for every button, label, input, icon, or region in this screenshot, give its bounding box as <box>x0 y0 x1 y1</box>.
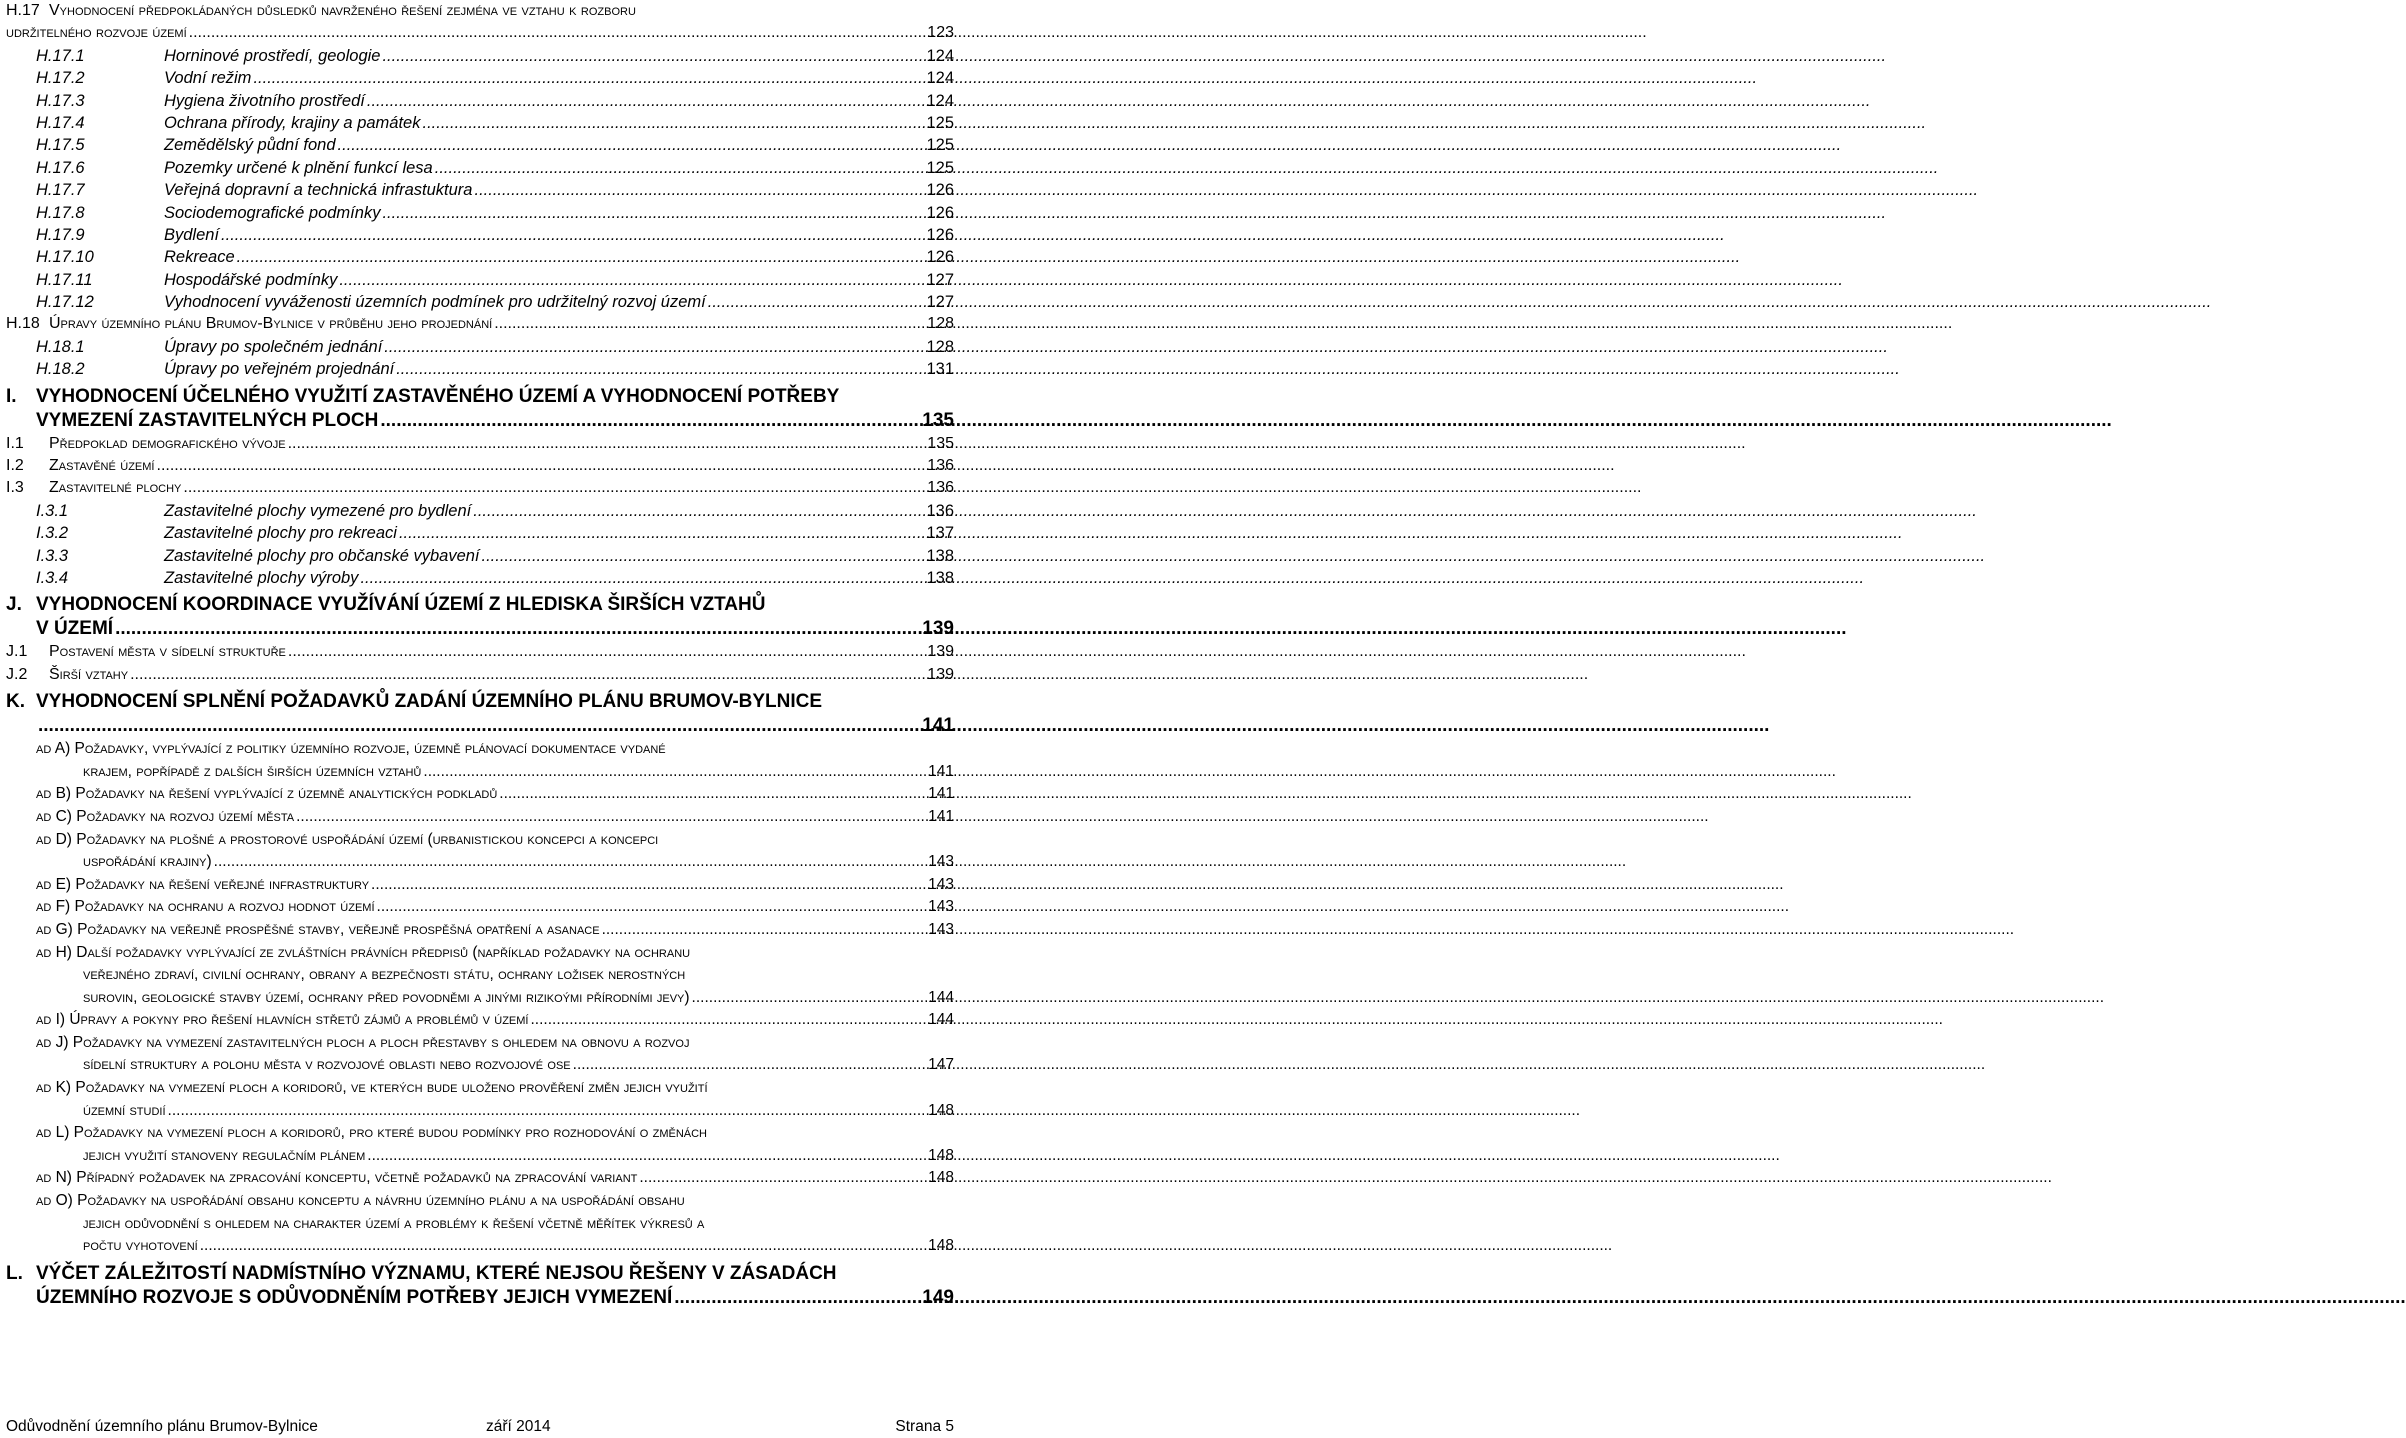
dot-leader <box>157 455 926 477</box>
entry-title: krajem, popřípadě z dalších širších územních vztahů <box>83 762 422 780</box>
toc-entry-chapter-j[interactable] <box>6 593 954 641</box>
dot-leader <box>499 783 926 806</box>
toc-entry-I.1[interactable] <box>6 433 954 455</box>
chapter-number: J. <box>6 594 22 616</box>
dot-leader <box>382 45 924 67</box>
entry-line <box>36 919 954 942</box>
entry-number: I.3.3 <box>36 546 69 565</box>
toc-entry-I.3.4[interactable] <box>6 567 954 589</box>
dot-leader <box>183 477 925 499</box>
chapter-title: ÚZEMNÍHO ROZVOJE S ODŮVODNĚNÍM POTŘEBY JEJICH VYMEZENÍ <box>36 1286 673 1308</box>
chapter-number: I. <box>6 385 17 407</box>
entry-page: 126 <box>926 181 954 200</box>
chapter-page: 139 <box>922 618 954 640</box>
entry-title: ad C) Požadavky na rozvoj území města <box>36 807 295 825</box>
entry-page: 137 <box>926 524 954 543</box>
entry-page: 125 <box>926 136 954 155</box>
entry-page: 128 <box>926 337 954 356</box>
dot-leader <box>288 433 926 455</box>
entry-title: Předpoklad demografického vývoje <box>49 434 286 452</box>
entry-title: ad F) Požadavky na ochranu a rozvoj hodnot území <box>36 898 375 916</box>
chapter-number: K. <box>6 691 25 713</box>
toc-entry-chapter-k[interactable] <box>6 690 954 738</box>
toc-entry-I.3.1[interactable] <box>6 500 954 522</box>
toc-entry-J.1[interactable] <box>6 641 954 663</box>
toc-entry-ad-12[interactable] <box>6 1167 954 1190</box>
chapter-title: VYHODNOCENÍ ÚČELNÉHO VYUŽITÍ ZASTAVĚNÉHO ÚZEMÍ A VYHODNOCENÍ POTŘEBY <box>36 385 840 407</box>
dot-leader <box>189 22 926 44</box>
dot-leader <box>530 1009 926 1032</box>
dot-leader <box>382 202 924 224</box>
entry-number: H.17.12 <box>36 293 94 312</box>
toc-entry-H.18.1[interactable] <box>6 336 954 358</box>
chapter-line <box>6 1286 954 1310</box>
entry-line: ad H) Další požadavky vyplývající ze zvláštních právních předpisů (například požadavky na ochranu <box>36 943 691 961</box>
dot-leader <box>396 358 924 380</box>
entry-line <box>36 1145 954 1168</box>
dot-leader <box>399 522 925 544</box>
dot-leader <box>360 567 924 589</box>
chapter-title: VYHODNOCENÍ SPLNĚNÍ POŽADAVKŮ ZADÁNÍ ÚZEMNÍHO PLÁNU BRUMOV-BYLNICE <box>36 691 823 713</box>
entry-title: Vyhodnocení vyváženosti územních podmínek pro udržitelný rozvoj území <box>164 293 706 312</box>
dot-leader <box>435 157 925 179</box>
entry-number: H.18.2 <box>36 360 85 379</box>
table-of-contents <box>6 0 954 1310</box>
chapter-title: V ÚZEMÍ <box>36 618 114 640</box>
entry-page: 126 <box>926 203 954 222</box>
entry-line <box>36 761 954 784</box>
toc-entry-H.17.5[interactable] <box>6 134 954 156</box>
entry-title: Pozemky určené k plnění funkcí lesa <box>164 158 433 177</box>
toc-entry-H.17.12[interactable] <box>6 291 954 313</box>
dot-leader <box>422 112 924 134</box>
entry-number: I.2 <box>6 457 24 475</box>
entry-page: 143 <box>928 875 954 893</box>
entry-title: jejich využití stanoveny regulačním plánem <box>83 1146 366 1164</box>
dot-leader <box>639 1167 926 1190</box>
toc-entry-H.17.6[interactable] <box>6 157 954 179</box>
entry-page: 139 <box>927 643 954 661</box>
dot-leader <box>692 987 927 1010</box>
entry-number: I.3.1 <box>36 501 69 520</box>
entry-title: sídelní struktury a polohu města v rozvojové oblasti nebo rozvojové ose <box>83 1056 571 1074</box>
toc-entry-ad-3[interactable] <box>6 829 954 874</box>
dot-leader <box>214 851 926 874</box>
entry-page: 141 <box>928 807 954 825</box>
entry-number: I.3.4 <box>36 569 69 587</box>
chapter-line <box>6 714 954 738</box>
entry-title: počtu vyhotovení <box>83 1237 198 1255</box>
entry-page: 138 <box>926 569 954 587</box>
entry-title: ad B) Požadavky na řešení vyplývající z územně analytických podkladů <box>36 785 498 803</box>
entry-line <box>36 1167 954 1190</box>
toc-entry-H.17.2[interactable] <box>6 67 954 89</box>
entry-page: 135 <box>927 434 954 452</box>
chapter-page: 149 <box>922 1286 954 1308</box>
chapter-number: L. <box>6 1262 23 1284</box>
entry-number: H.17.4 <box>36 113 85 132</box>
toc-entry-ad-6[interactable] <box>6 919 954 942</box>
entry-number: I.3.2 <box>36 524 69 543</box>
entry-number: H.17.7 <box>36 181 85 200</box>
entry-title: Postavení města v sídelní struktuře <box>49 643 286 661</box>
entry-number: I.1 <box>6 434 24 452</box>
entry-title: Sociodemografické podmínky <box>164 203 381 222</box>
entry-title: Úpravy po společném jednání <box>164 337 383 356</box>
entry-line: ad A) Požadavky, vyplývající z politiky územního rozvoje, územně plánovací dokumentace vydané <box>36 740 666 758</box>
entry-page: 148 <box>928 1146 954 1164</box>
entry-title: ad N) Případný požadavek na zpracování konceptu, včetně požadavků na zpracování variant <box>36 1169 638 1187</box>
toc-entry-ad-2[interactable] <box>6 806 954 829</box>
dot-leader <box>708 291 925 313</box>
entry-number: H.17.2 <box>36 69 85 88</box>
toc-entry-ad-7[interactable] <box>6 942 954 1010</box>
dot-leader <box>296 806 926 829</box>
entry-page: 126 <box>926 248 954 267</box>
entry-page: 136 <box>927 479 954 497</box>
entry-title: Vodní režim <box>164 69 252 88</box>
dot-leader <box>221 224 924 246</box>
entry-title: uspořádání krajiny) <box>83 853 212 871</box>
entry-line: ad O) Požadavky na uspořádání obsahu konceptu a návrhu územního plánu a na uspořádání obsahu <box>36 1192 685 1210</box>
dot-leader <box>482 545 925 567</box>
entry-title: územní studií <box>83 1101 166 1119</box>
entry-page: 143 <box>928 898 954 916</box>
entry-page: 138 <box>926 546 954 565</box>
chapter-line <box>6 593 954 617</box>
entry-page: 136 <box>926 501 954 520</box>
toc-entry-I.3.3[interactable] <box>6 545 954 567</box>
entry-line <box>36 987 954 1010</box>
toc-entry-ad-10[interactable] <box>6 1077 954 1122</box>
dot-leader <box>602 919 927 942</box>
entry-title: Zemědělský půdní fond <box>164 136 336 155</box>
entry-page: 124 <box>926 46 954 65</box>
entry-title: Zastavitelné plochy pro občanské vybavení <box>164 546 480 565</box>
footer-document-title: Odůvodnění územního plánu Brumov-Bylnice <box>6 1418 318 1435</box>
toc-entry-ad-13[interactable] <box>6 1190 954 1258</box>
entry-line <box>36 1009 954 1032</box>
entry-page: 141 <box>928 785 954 803</box>
entry-title: Širší vztahy <box>49 665 129 683</box>
entry-page: 125 <box>926 158 954 177</box>
dot-leader <box>339 269 924 291</box>
entry-line <box>36 783 954 806</box>
entry-number: H.17.11 <box>36 270 93 289</box>
entry-title: udržitelného rozvoje území <box>6 24 187 42</box>
chapter-line <box>6 409 954 433</box>
toc-entry-ad-8[interactable] <box>6 1009 954 1032</box>
toc-entry-H.17.3[interactable] <box>6 90 954 112</box>
toc-entry-H.17.4[interactable] <box>6 112 954 134</box>
entry-page: 127 <box>926 293 954 312</box>
entry-title: Hospodářské podmínky <box>164 270 338 289</box>
chapter-line <box>6 690 954 714</box>
dot-leader <box>367 90 925 112</box>
entry-title: Zastavitelné plochy <box>49 479 182 497</box>
dot-leader <box>288 641 925 663</box>
dot-leader <box>200 1235 926 1258</box>
toc-entry-ad-5[interactable] <box>6 896 954 919</box>
chapter-line <box>6 1262 954 1286</box>
toc-entry-h18[interactable] <box>6 313 954 335</box>
entry-title: Zastavitelné plochy pro rekreaci <box>164 524 397 543</box>
toc-entry-ad-0[interactable] <box>6 738 954 783</box>
entry-title: Zastavěné území <box>49 457 155 475</box>
entry-title: Rekreace <box>164 248 235 267</box>
toc-entry-H.17.9[interactable] <box>6 224 954 246</box>
toc-entry-J.2[interactable] <box>6 664 954 686</box>
entry-page: 124 <box>926 91 954 110</box>
entry-line: ad D) Požadavky na plošné a prostorové uspořádání území (urbanistickou koncepci a koncepci <box>36 830 659 848</box>
chapter-title: VÝČET ZÁLEŽITOSTÍ NADMÍSTNÍHO VÝZNAMU, KTERÉ NEJSOU ŘEŠENY V ZÁSADÁCH <box>36 1262 837 1284</box>
entry-title: surovin, geologické stavby území, ochrany před povodněmi a jinými rizikoými přírodními jevy) <box>83 988 690 1006</box>
entry-line <box>36 896 954 919</box>
entry-number: H.17 <box>6 2 40 19</box>
entry-line: ad K) Požadavky na vymezení ploch a koridorů, ve kterých bude uloženo prověření změn jejich využití <box>36 1079 708 1097</box>
entry-page: 144 <box>928 988 954 1006</box>
entry-title: Hygiena životního prostředí <box>164 91 365 110</box>
entry-line: ad L) Požadavky na vymezení ploch a koridorů, pro které budou podmínky pro rozhodování o změnách <box>36 1124 708 1142</box>
entry-number: H.17.6 <box>36 158 85 177</box>
entry-page: 127 <box>926 270 954 289</box>
entry-number: J.2 <box>6 665 28 683</box>
entry-title: Ochrana přírody, krajiny a památek <box>164 113 421 132</box>
entry-page: 144 <box>928 1011 954 1029</box>
dot-leader <box>494 313 925 335</box>
entry-title: ad I) Úpravy a pokyny pro řešení hlavních střetů zájmů a problémů v území <box>36 1011 529 1029</box>
toc-entry-I.3.2[interactable] <box>6 522 954 544</box>
page-footer <box>6 1418 954 1436</box>
entry-title: ad G) Požadavky na veřejně prospěšné stavby, veřejně prospěšná opatření a asanace <box>36 920 600 938</box>
entry-page: 143 <box>928 853 954 871</box>
entry-number: J.1 <box>6 643 28 661</box>
entry-line <box>36 1235 954 1258</box>
entry-page: 136 <box>927 457 954 475</box>
entry-page: 125 <box>926 113 954 132</box>
entry-page: 148 <box>928 1237 954 1255</box>
chapter-title: VYMEZENÍ ZASTAVITELNÝCH PLOCH <box>36 409 379 431</box>
dot-leader <box>474 179 924 201</box>
toc-entry-H.17.8[interactable] <box>6 202 954 224</box>
dot-leader <box>38 714 920 738</box>
dot-leader <box>377 896 927 919</box>
toc-entry-H.17.10[interactable] <box>6 246 954 268</box>
entry-line <box>36 1100 954 1123</box>
chapter-page: 141 <box>922 715 954 737</box>
entry-line: ad J) Požadavky na vymezení zastavitelných ploch a ploch přestavby s ohledem na obnovu a rozvoj <box>36 1033 690 1051</box>
entry-line <box>6 0 954 22</box>
toc-entry-chapter-i[interactable] <box>6 385 954 433</box>
entry-title: Horninové prostředí, geologie <box>164 46 381 65</box>
toc-entry-chapter-l[interactable] <box>6 1262 954 1310</box>
entry-page: 131 <box>926 360 954 379</box>
entry-title: Zastavitelné plochy výroby <box>164 569 359 587</box>
dot-leader <box>371 874 926 897</box>
entry-line <box>36 874 954 897</box>
entry-number: H.17.5 <box>36 136 85 155</box>
entry-number: H.17.3 <box>36 91 85 110</box>
dot-leader <box>367 1145 926 1168</box>
toc-entry-H.17.1[interactable] <box>6 45 954 67</box>
toc-entry-ad-11[interactable] <box>6 1122 954 1167</box>
entry-page: 147 <box>928 1056 954 1074</box>
entry-title: Úpravy po veřejném projednání <box>164 360 395 379</box>
chapter-line <box>6 385 954 409</box>
toc-entry-ad-1[interactable] <box>6 783 954 806</box>
toc-entry-I.2[interactable] <box>6 455 954 477</box>
entry-number: H.18 <box>6 315 40 333</box>
entry-line[interactable] <box>6 22 954 44</box>
chapter-page: 135 <box>922 409 954 431</box>
toc-entry-I.3[interactable] <box>6 477 954 499</box>
entry-title: Vyhodnocení předpokládaných důsledků navrženého řešení zejména ve vztahu k rozboru <box>49 2 636 19</box>
entry-page: 139 <box>927 665 954 683</box>
entry-number: H.17.9 <box>36 225 85 244</box>
entry-line: jejich odůvodnění s ohledem na charakter území a problémy k řešení včetně měřítek výkresů a <box>83 1214 705 1232</box>
dot-leader <box>473 500 924 522</box>
entry-page: 126 <box>926 225 954 244</box>
entry-page: 124 <box>926 69 954 88</box>
entry-number: H.18.1 <box>36 337 85 356</box>
toc-entry-h17[interactable] <box>6 0 954 45</box>
entry-number: I.3 <box>6 479 24 497</box>
entry-line <box>36 851 954 874</box>
entry-title: Zastavitelné plochy vymezené pro bydlení <box>164 501 472 520</box>
entry-line: veřejného zdraví, civilní ochrany, obrany a bezpečnosti státu, ochrany ložisek nerostných <box>83 966 686 984</box>
dot-leader <box>674 1286 920 1310</box>
toc-entry-H.18.2[interactable] <box>6 358 954 380</box>
entry-page: 123 <box>927 24 954 42</box>
entry-page: 148 <box>928 1101 954 1119</box>
dot-leader <box>338 134 925 156</box>
entry-number: H.17.1 <box>36 46 85 65</box>
dot-leader <box>115 617 920 641</box>
dot-leader <box>384 336 924 358</box>
footer-page-number: Strana 5 <box>895 1418 954 1435</box>
toc-entry-H.17.7[interactable] <box>6 179 954 201</box>
toc-entry-ad-4[interactable] <box>6 874 954 897</box>
entry-page: 128 <box>927 315 954 333</box>
dot-leader <box>237 246 925 268</box>
dot-leader <box>573 1054 926 1077</box>
entry-page: 143 <box>928 920 954 938</box>
entry-number: H.17.10 <box>36 248 94 267</box>
entry-title: Bydlení <box>164 225 220 244</box>
entry-page: 141 <box>928 762 954 780</box>
entry-number: H.17.8 <box>36 203 85 222</box>
entry-page: 148 <box>928 1169 954 1187</box>
dot-leader <box>253 67 924 89</box>
dot-leader <box>380 409 920 433</box>
entry-line <box>36 806 954 829</box>
entry-title: Veřejná dopravní a technická infrastuktura <box>164 181 473 200</box>
dot-leader <box>130 664 925 686</box>
toc-entry-ad-9[interactable] <box>6 1032 954 1077</box>
entry-title: Úpravy územního plánu Brumov-Bylnice v průběhu jeho projednání <box>49 315 493 333</box>
dot-leader <box>168 1100 927 1123</box>
chapter-title: VYHODNOCENÍ KOORDINACE VYUŽÍVÁNÍ ÚZEMÍ Z HLEDISKA ŠIRŠÍCH VZTAHŮ <box>36 594 766 616</box>
entry-line <box>36 1054 954 1077</box>
entry-title: ad E) Požadavky na řešení veřejné infrastruktury <box>36 875 370 893</box>
toc-entry-H.17.11[interactable] <box>6 269 954 291</box>
footer-date: září 2014 <box>486 1418 551 1435</box>
chapter-line <box>6 617 954 641</box>
dot-leader <box>423 761 926 784</box>
